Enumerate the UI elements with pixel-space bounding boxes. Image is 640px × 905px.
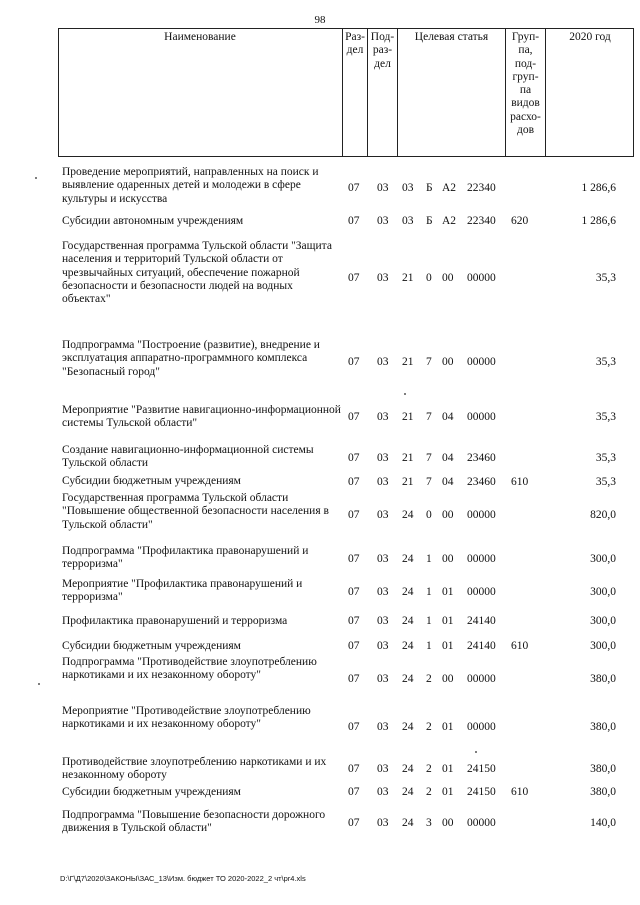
header-year: 2020 год — [569, 31, 611, 43]
row-amount: 300,0 — [590, 586, 616, 598]
row-amount: 35,3 — [595, 272, 616, 284]
row-event: 01 — [442, 586, 454, 598]
scan-speck — [35, 177, 37, 179]
row-razdel: 07 — [348, 272, 360, 284]
row-razdel: 07 — [348, 182, 360, 194]
row-program: 24 — [402, 721, 414, 733]
row-direction: 00000 — [467, 272, 496, 284]
row-event: 00 — [442, 272, 454, 284]
header-group: Груп- па, под- груп- па видов расхо- дов — [510, 31, 541, 137]
row-razdel: 07 — [348, 586, 360, 598]
row-podrazdel: 03 — [377, 763, 389, 775]
row-event: 01 — [442, 721, 454, 733]
row-name: Противодействие злоупотреблению наркотиками и их незаконному обороту — [62, 756, 327, 782]
header-target-article: Целевая статья — [414, 31, 489, 43]
row-razdel: 07 — [348, 763, 360, 775]
row-name: Подпрограмма "Повышение безопасности дорожного движения в Тульской области" — [62, 809, 326, 835]
row-program: 03 — [402, 215, 414, 227]
row-razdel: 07 — [348, 786, 360, 798]
row-podrazdel: 03 — [377, 586, 389, 598]
row-podrazdel: 03 — [377, 673, 389, 685]
row-amount: 140,0 — [590, 817, 616, 829]
row-razdel: 07 — [348, 640, 360, 652]
row-razdel: 07 — [348, 476, 360, 488]
row-podrazdel: 03 — [377, 553, 389, 565]
row-name: Субсидии автономным учреждениям — [62, 215, 244, 227]
row-subprogram: 7 — [426, 411, 432, 423]
row-event: 01 — [442, 763, 454, 775]
row-subprogram: 3 — [426, 817, 432, 829]
row-event: 00 — [442, 509, 454, 521]
page-number: 98 — [314, 14, 326, 26]
row-amount: 35,3 — [595, 452, 616, 464]
scan-speck — [404, 393, 406, 395]
row-name: Субсидии бюджетным учреждениям — [62, 475, 241, 487]
row-subprogram: 2 — [426, 763, 432, 775]
row-amount: 380,0 — [590, 763, 616, 775]
row-event: 00 — [442, 817, 454, 829]
row-amount: 1 286,6 — [581, 215, 616, 227]
row-direction: 00000 — [467, 817, 496, 829]
row-podrazdel: 03 — [377, 411, 389, 423]
row-amount: 300,0 — [590, 615, 616, 627]
row-podrazdel: 03 — [377, 182, 389, 194]
row-event: 00 — [442, 356, 454, 368]
row-subprogram: 2 — [426, 673, 432, 685]
row-direction: 00000 — [467, 509, 496, 521]
row-direction: 24140 — [467, 640, 496, 652]
row-name: Создание навигационно-информационной системы Тульской области — [62, 444, 314, 470]
row-direction: 23460 — [467, 476, 496, 488]
footer-file-path: D:\Г\Д7\2020\ЗАКОНЫ\ЗАС_13\Изм. бюджет ТО 2020-2022_2 чт\pr4.xls — [60, 874, 306, 883]
row-podrazdel: 03 — [377, 452, 389, 464]
row-program: 24 — [402, 586, 414, 598]
row-amount: 300,0 — [590, 553, 616, 565]
row-amount: 1 286,6 — [581, 182, 616, 194]
row-name: Мероприятие "Развитие навигационно-информационной системы Тульской области" — [62, 404, 341, 430]
row-subprogram: 7 — [426, 452, 432, 464]
row-program: 24 — [402, 509, 414, 521]
row-direction: 00000 — [467, 721, 496, 733]
row-subprogram: Б — [426, 182, 433, 194]
row-name: Подпрограмма "Профилактика правонарушений и терроризма" — [62, 545, 309, 571]
row-podrazdel: 03 — [377, 356, 389, 368]
row-amount: 380,0 — [590, 673, 616, 685]
row-razdel: 07 — [348, 356, 360, 368]
row-vid: 620 — [511, 215, 529, 227]
row-podrazdel: 03 — [377, 272, 389, 284]
row-razdel: 07 — [348, 215, 360, 227]
row-razdel: 07 — [348, 817, 360, 829]
row-amount: 380,0 — [590, 721, 616, 733]
row-event: 01 — [442, 786, 454, 798]
row-direction: 24150 — [467, 763, 496, 775]
row-podrazdel: 03 — [377, 721, 389, 733]
scan-speck — [475, 751, 477, 753]
row-podrazdel: 03 — [377, 509, 389, 521]
row-razdel: 07 — [348, 721, 360, 733]
row-direction: 24150 — [467, 786, 496, 798]
row-event: 04 — [442, 452, 454, 464]
row-direction: 00000 — [467, 411, 496, 423]
row-direction: 23460 — [467, 452, 496, 464]
row-program: 24 — [402, 673, 414, 685]
row-name: Государственная программа Тульской области "Защита населения и территорий Тульской области от чрезвычайных ситуаций, обеспечение пожарной безопасности и безопасности людей на водных объектах" — [62, 240, 332, 306]
row-amount: 300,0 — [590, 640, 616, 652]
row-name: Субсидии бюджетным учреждениям — [62, 640, 241, 652]
row-direction: 00000 — [467, 673, 496, 685]
row-program: 24 — [402, 763, 414, 775]
column-divider — [397, 28, 398, 157]
row-direction: 22340 — [467, 215, 496, 227]
row-program: 21 — [402, 452, 414, 464]
column-divider — [545, 28, 546, 157]
row-program: 24 — [402, 786, 414, 798]
row-vid: 610 — [511, 476, 529, 488]
header-name: Наименование — [164, 31, 236, 43]
row-program: 21 — [402, 272, 414, 284]
row-event: А2 — [442, 182, 457, 194]
row-event: 00 — [442, 673, 454, 685]
row-subprogram: Б — [426, 215, 433, 227]
row-podrazdel: 03 — [377, 640, 389, 652]
row-subprogram: 0 — [426, 272, 432, 284]
row-amount: 820,0 — [590, 509, 616, 521]
row-direction: 00000 — [467, 356, 496, 368]
row-program: 24 — [402, 817, 414, 829]
row-direction: 24140 — [467, 615, 496, 627]
row-direction: 22340 — [467, 182, 496, 194]
row-direction: 00000 — [467, 553, 496, 565]
row-name: Мероприятие "Противодействие злоупотреблению наркотиками и их незаконному обороту" — [62, 705, 311, 731]
row-amount: 35,3 — [595, 411, 616, 423]
row-name: Профилактика правонарушений и терроризма — [62, 615, 288, 627]
row-vid: 610 — [511, 786, 529, 798]
row-razdel: 07 — [348, 452, 360, 464]
row-program: 03 — [402, 182, 414, 194]
row-event: 01 — [442, 640, 454, 652]
row-razdel: 07 — [348, 615, 360, 627]
row-program: 21 — [402, 356, 414, 368]
row-podrazdel: 03 — [377, 615, 389, 627]
row-subprogram: 2 — [426, 786, 432, 798]
row-program: 24 — [402, 640, 414, 652]
row-program: 21 — [402, 411, 414, 423]
row-subprogram: 2 — [426, 721, 432, 733]
row-podrazdel: 03 — [377, 476, 389, 488]
row-subprogram: 7 — [426, 356, 432, 368]
row-razdel: 07 — [348, 509, 360, 521]
row-name: Мероприятие "Профилактика правонарушений и терроризма" — [62, 578, 303, 604]
row-subprogram: 1 — [426, 615, 432, 627]
row-amount: 35,3 — [595, 476, 616, 488]
row-name: Государственная программа Тульской области "Повышение общественной безопасности населения в Тульской области" — [62, 492, 329, 531]
row-event: 04 — [442, 411, 454, 423]
row-event: 01 — [442, 615, 454, 627]
scan-speck — [38, 683, 40, 685]
row-razdel: 07 — [348, 411, 360, 423]
row-name: Проведение мероприятий, направленных на поиск и выявление одаренных детей и молодежи в сфере культуры и искусства — [62, 166, 319, 205]
header-subsection: Под- раз- дел — [370, 31, 395, 70]
row-podrazdel: 03 — [377, 215, 389, 227]
row-podrazdel: 03 — [377, 817, 389, 829]
row-subprogram: 7 — [426, 476, 432, 488]
row-subprogram: 0 — [426, 509, 432, 521]
row-subprogram: 1 — [426, 640, 432, 652]
row-vid: 610 — [511, 640, 529, 652]
row-name: Подпрограмма "Противодействие злоупотреблению наркотиками и их незаконному обороту" — [62, 656, 317, 682]
row-program: 24 — [402, 553, 414, 565]
row-subprogram: 1 — [426, 586, 432, 598]
row-podrazdel: 03 — [377, 786, 389, 798]
row-amount: 380,0 — [590, 786, 616, 798]
row-subprogram: 1 — [426, 553, 432, 565]
row-amount: 35,3 — [595, 356, 616, 368]
row-direction: 00000 — [467, 586, 496, 598]
row-program: 24 — [402, 615, 414, 627]
row-event: 00 — [442, 553, 454, 565]
row-razdel: 07 — [348, 673, 360, 685]
row-name: Подпрограмма "Построение (развитие), внедрение и эксплуатация аппаратно-программного комплекса "Безопасный город" — [62, 339, 320, 378]
row-event: 04 — [442, 476, 454, 488]
row-event: А2 — [442, 215, 457, 227]
row-name: Субсидии бюджетным учреждениям — [62, 786, 241, 798]
row-razdel: 07 — [348, 553, 360, 565]
header-section: Раз- дел — [345, 31, 365, 57]
row-program: 21 — [402, 476, 414, 488]
